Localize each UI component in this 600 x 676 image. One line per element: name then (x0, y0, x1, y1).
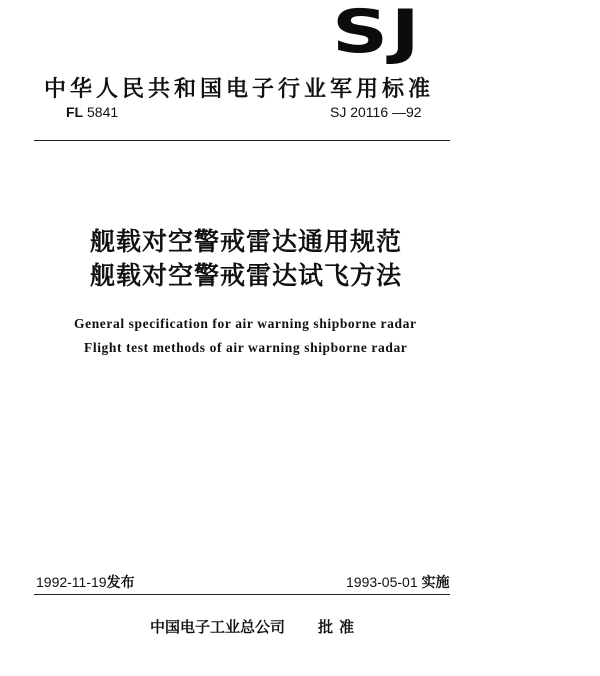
approving-organization: 中国电子工业总公司 (150, 618, 286, 636)
standard-number: SJ 20116 —92 (330, 104, 422, 120)
sj-logo: SJ (332, 0, 423, 67)
title-en-line1: General specification for air warning shipborne radar (74, 316, 417, 331)
effective-date (346, 572, 450, 592)
issue-date-label: 发布 (106, 574, 135, 590)
classification-code (66, 104, 118, 120)
effective-date-label: 实施 (421, 574, 450, 590)
approval-label: 批准 (318, 618, 361, 636)
issue-date (36, 572, 135, 592)
classification-prefix: FL (66, 104, 84, 120)
issue-date-value: 1992-11-19 (36, 574, 107, 590)
classification-number: 5841 (87, 104, 119, 120)
industry-standard-heading: 中华人民共和国电子行业军用标准 (44, 77, 435, 102)
effective-date-value: 1993-05-01 (346, 574, 418, 590)
top-divider (34, 140, 450, 141)
title-en-line2: Flight test methods of air warning shipborne radar (84, 340, 408, 355)
title-cn-line1: 舰载对空警戒雷达通用规范 (90, 227, 403, 256)
title-cn-line2: 舰载对空警戒雷达试飞方法 (90, 261, 403, 290)
bottom-divider (34, 594, 450, 595)
